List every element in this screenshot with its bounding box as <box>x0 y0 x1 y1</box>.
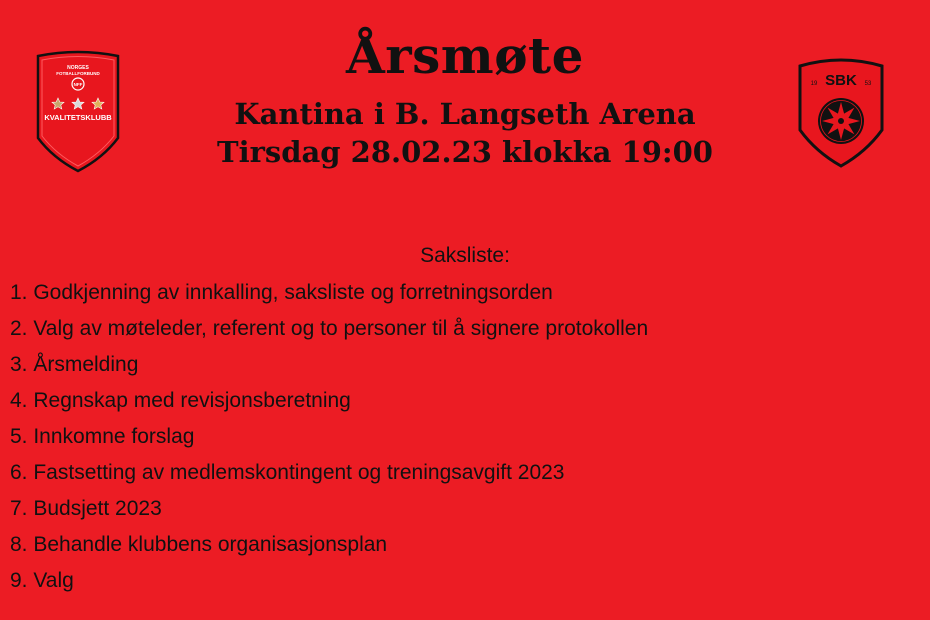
logo-sbk-text: SBK <box>825 72 857 89</box>
page-title: Årsmøte <box>346 26 584 85</box>
meeting-datetime: Tirsdag 28.02.23 klokka 19:00 <box>217 135 713 169</box>
agenda-item: 8. Behandle klubbens organisasjonsplan <box>10 533 388 556</box>
agenda-item: 7. Budsjett 2023 <box>10 497 162 520</box>
agenda-item: 6. Fastsetting av medlemskontingent og treningsavgift 2023 <box>10 461 565 484</box>
logo-year-right-text: 53 <box>864 81 872 87</box>
logo-kvalitetsklubb-text: KVALITETSKLUBB <box>44 113 112 122</box>
agenda-item: 3. Årsmelding <box>10 353 139 376</box>
logo-norges-text: NORGES <box>67 65 89 71</box>
agenda-item: 9. Valg <box>10 569 74 592</box>
agenda-item: 2. Valg av møteleder, referent og to personer til å signere protokollen <box>10 317 649 340</box>
agenda-list <box>10 275 648 599</box>
logo-fotballforbund-text: FOTBALLFORBUND <box>56 71 100 76</box>
agenda-heading: Saksliste: <box>420 244 510 267</box>
logo-emblem-text: NFF <box>73 82 83 87</box>
agenda-item: 4. Regnskap med revisjonsberetning <box>10 389 351 412</box>
logo-year-left-text: 19 <box>810 81 818 87</box>
agenda-item: 1. Godkjenning av innkalling, saksliste og forretningsorden <box>10 281 553 304</box>
meeting-location: Kantina i B. Langseth Arena <box>234 97 696 131</box>
agenda-item: 5. Innkomne forslag <box>10 425 195 448</box>
